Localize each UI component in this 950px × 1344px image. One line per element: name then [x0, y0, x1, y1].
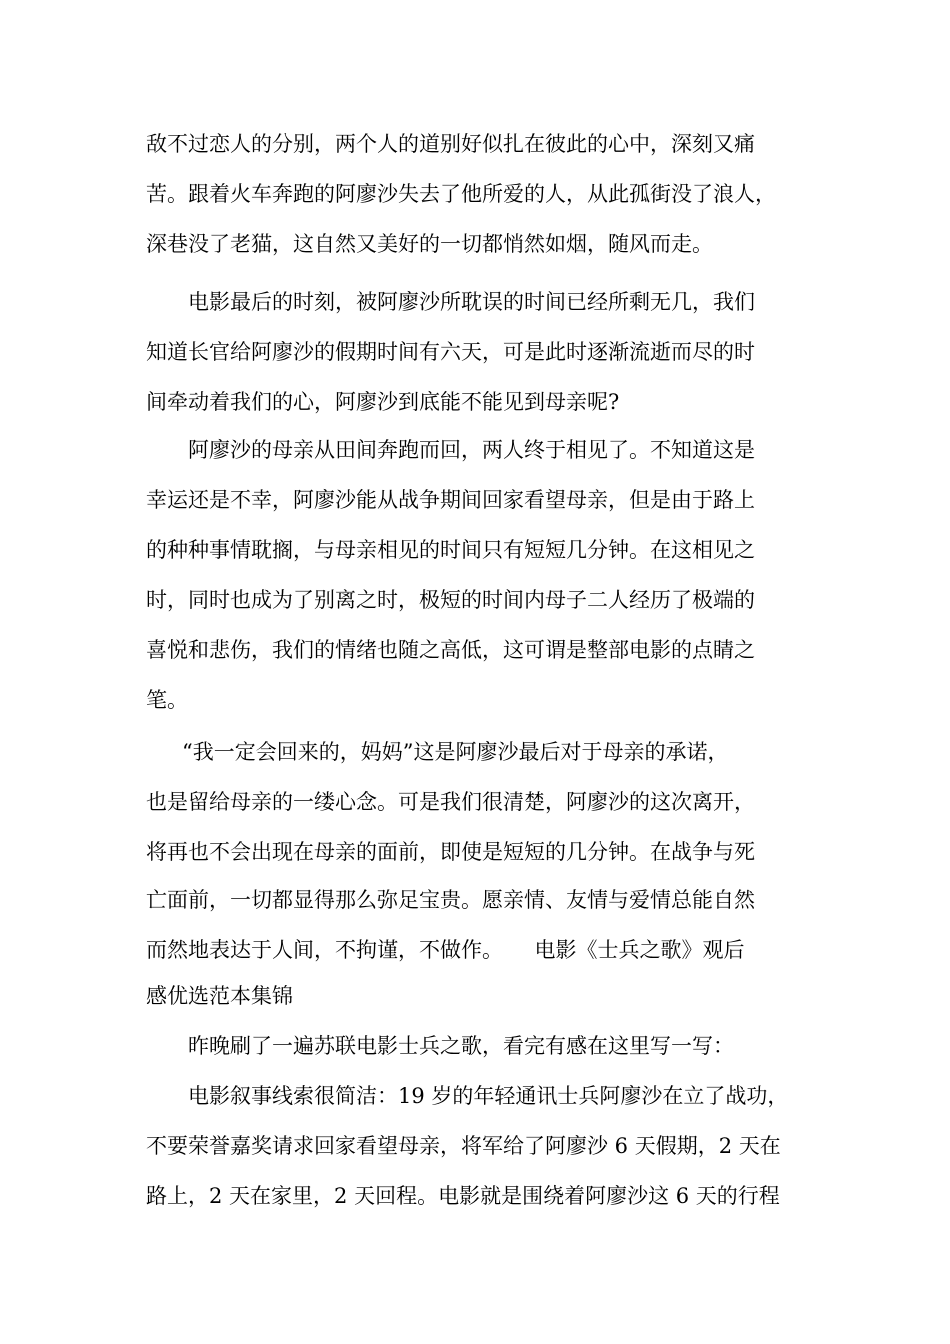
text-line: 也是留给母亲的一缕心念。可是我们很清楚，阿廖沙的这次离开，	[146, 790, 755, 814]
text-line: 阿廖沙的母亲从田间奔跑而回，两人终于相见了。不知道这是	[188, 438, 755, 462]
text-line: “我一定会回来的，妈妈”这是阿廖沙最后对于母亲的承诺，	[182, 740, 729, 764]
text-line: 时，同时也成为了别离之时，极短的时间内母子二人经历了极端的	[146, 588, 755, 612]
text-line: 苦。跟着火车奔跑的阿廖沙失去了他所爱的人，从此孤街没了浪人，	[146, 182, 776, 206]
text-line: 敌不过恋人的分别，两个人的道别好似扎在彼此的心中，深刻又痛	[146, 132, 755, 156]
text-line: 将再也不会出现在母亲的面前，即使是短短的几分钟。在战争与死	[146, 840, 755, 864]
text-line: 不要荣誉嘉奖请求回家看望母亲，将军给了阿廖沙 6 天假期，2 天在	[146, 1134, 781, 1158]
text-line: 感优选范本集锦	[146, 984, 293, 1008]
text-line: 幸运还是不幸，阿廖沙能从战争期间回家看望母亲，但是由于路上	[146, 488, 755, 512]
text-line: 深巷没了老猫，这自然又美好的一切都悄然如烟，随风而走。	[146, 232, 713, 256]
text-line: 的种种事情耽搁，与母亲相见的时间只有短短几分钟。在这相见之	[146, 538, 755, 562]
text-line: 路上，2 天在家里，2 天回程。电影就是围绕着阿廖沙这 6 天的行程	[146, 1184, 780, 1208]
text-line: 亡面前，一切都显得那么弥足宝贵。愿亲情、友情与爱情总能自然	[146, 888, 755, 912]
text-line: 电影最后的时刻，被阿廖沙所耽误的时间已经所剩无几，我们	[188, 290, 755, 314]
text-line: 电影叙事线索很简洁：19 岁的年轻通讯士兵阿廖沙在立了战功，	[188, 1084, 789, 1108]
text-line: 喜悦和悲伤，我们的情绪也随之高低，这可谓是整部电影的点睛之	[146, 638, 755, 662]
text-line: 而然地表达于人间，不拘谨，不做作。 电影《士兵之歌》观后	[146, 938, 745, 962]
text-line: 昨晚刷了一遍苏联电影士兵之歌，看完有感在这里写一写：	[188, 1034, 734, 1058]
text-line: 间牵动着我们的心，阿廖沙到底能不能见到母亲呢?	[146, 390, 620, 414]
text-line: 知道长官给阿廖沙的假期时间有六天，可是此时逐渐流逝而尽的时	[146, 340, 755, 364]
text-line: 笔。	[146, 688, 188, 712]
